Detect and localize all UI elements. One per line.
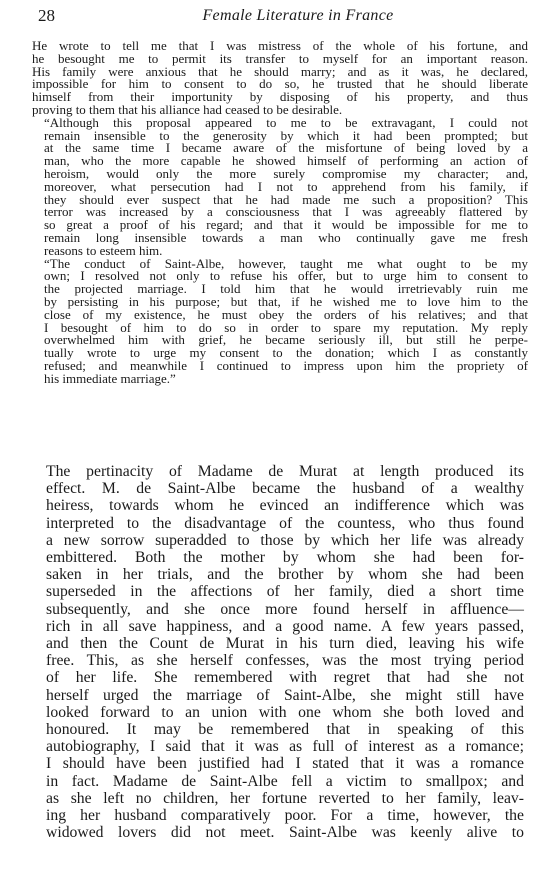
text-line: heroism, would only the more surely compromise my character; and,: [44, 165, 528, 181]
text-line: honoured. It may be remembered that in speaking of this: [46, 721, 524, 739]
page-number: 28: [38, 6, 55, 25]
text-line: His family were anxious that he should marry; and as it was, he declared,: [32, 63, 528, 79]
text-line: “The conduct of Saint-Albe, however, taught me what ought to be my: [44, 255, 528, 271]
text-line: his immediate marriage.”: [44, 370, 176, 386]
quote-paragraph: [32, 255, 528, 386]
text-line: in fact. Madame de Saint-Albe fell a victim to smallpox; and: [46, 772, 524, 790]
text-line: heiress, towards whom he evinced an indifference which was: [46, 497, 524, 515]
text-line: free. This, as she herself confesses, was the most trying period: [46, 652, 524, 670]
text-line: remain insensible to the generosity by which it had been prompted; but: [44, 127, 528, 143]
text-line: I should have been justified had I stated that it was a romance: [46, 755, 524, 773]
text-line: overwhelmed him with grief, he became seriously ill, but still he perpe-: [44, 332, 528, 348]
text-line: so great a proof of his regard; and that it would be impossible for me to: [44, 217, 528, 233]
main-text-block: [32, 463, 524, 841]
text-line: reasons to esteem him.: [44, 242, 163, 258]
text-line: terror was increased by a consciousness that I was agreeably flattered by: [44, 204, 528, 220]
text-line: superseded in the affections of her family, died a short time: [46, 583, 524, 601]
text-line: man, who the more capable he showed himself of performing an action of: [44, 153, 528, 169]
text-line: and then the Count de Murat in his turn died, leaving his wife: [46, 635, 524, 653]
text-line: he besought me to permit its transfer to myself for an important reason.: [32, 50, 528, 66]
text-line: close of my existence, he must obey the orders of his relatives; and that: [44, 306, 528, 322]
text-line: at the same time I became aware of the misfortune of being loved by a: [44, 140, 528, 156]
text-line: as she left no children, her fortune reverted to her family, leav-: [46, 789, 524, 807]
quote-paragraph: [32, 114, 528, 258]
text-line: effect. M. de Saint-Albe became the husband of a wealthy: [46, 480, 524, 498]
text-line: the projected marriage. I told him that he would irretrievably ruin me: [44, 281, 528, 297]
text-line: herself urged the marriage of Saint-Albe, she might still have: [46, 686, 524, 704]
text-line: “Although this proposal appeared to me to be extravagant, I could not: [44, 114, 528, 130]
text-line: they should ever suspect that he had made me such a proposition? This: [44, 191, 528, 207]
text-line: embittered. Both the mother by whom she had been for-: [46, 549, 524, 567]
text-line: tually wrote to urge my consent to the donation; which I as constantly: [44, 345, 528, 361]
text-line: rich in all save happiness, and a good name. A few years passed,: [46, 617, 524, 635]
text-line: I besought of him to do so in order to spare my reputation. My reply: [44, 319, 528, 335]
text-line: saken in her trials, and the brother by whom she had been: [46, 566, 524, 584]
text-line: impossible for him to consent to do so, he trusted that he should liberate: [32, 76, 528, 92]
quoted-letter-block: [32, 40, 528, 386]
text-line: autobiography, I said that it was as full of interest as a romance;: [46, 738, 524, 756]
text-line: a new sorrow superadded to those by which her life was already: [46, 531, 524, 549]
text-line: interpreted to the disadvantage of the countess, who thus found: [46, 514, 524, 532]
text-line: himself from their importunity by disposing of his property, and thus: [32, 89, 528, 105]
quote-paragraph: [32, 40, 528, 117]
text-line: by persisting in his purpose; but that, if he wished me to love him to the: [44, 293, 528, 309]
text-line: refused; and meanwhile I continued to impress upon him the propriety of: [44, 357, 528, 373]
page-header: [38, 6, 538, 32]
text-line: subsequently, and she once more found herself in affluence—: [46, 600, 524, 618]
text-line: widowed lovers did not meet. Saint-Albe was keenly alive to: [46, 824, 524, 842]
text-line: He wrote to tell me that I was mistress of the whole of his fortune, and: [32, 38, 528, 53]
text-line: proving to them that his alliance had ceased to be desirable.: [32, 101, 343, 117]
text-line: ing her husband comparatively poor. For a time, however, the: [46, 807, 524, 825]
text-line: of her life. She remembered with regret that had she not: [46, 669, 524, 687]
running-title: Female Literature in France: [202, 7, 394, 24]
text-line: remain long insensible towards a man who continually gave me fresh: [44, 229, 528, 245]
text-line: own; I resolved not only to refuse his offer, but to urge him to consent to: [44, 268, 528, 284]
text-line: The pertinacity of Madame de Murat at length produced its: [46, 463, 524, 480]
text-line: moreover, what persecution had I not to apprehend from his family, if: [44, 178, 528, 194]
body-paragraph: [32, 463, 524, 841]
text-line: looked forward to an union with one whom she both loved and: [46, 703, 524, 721]
